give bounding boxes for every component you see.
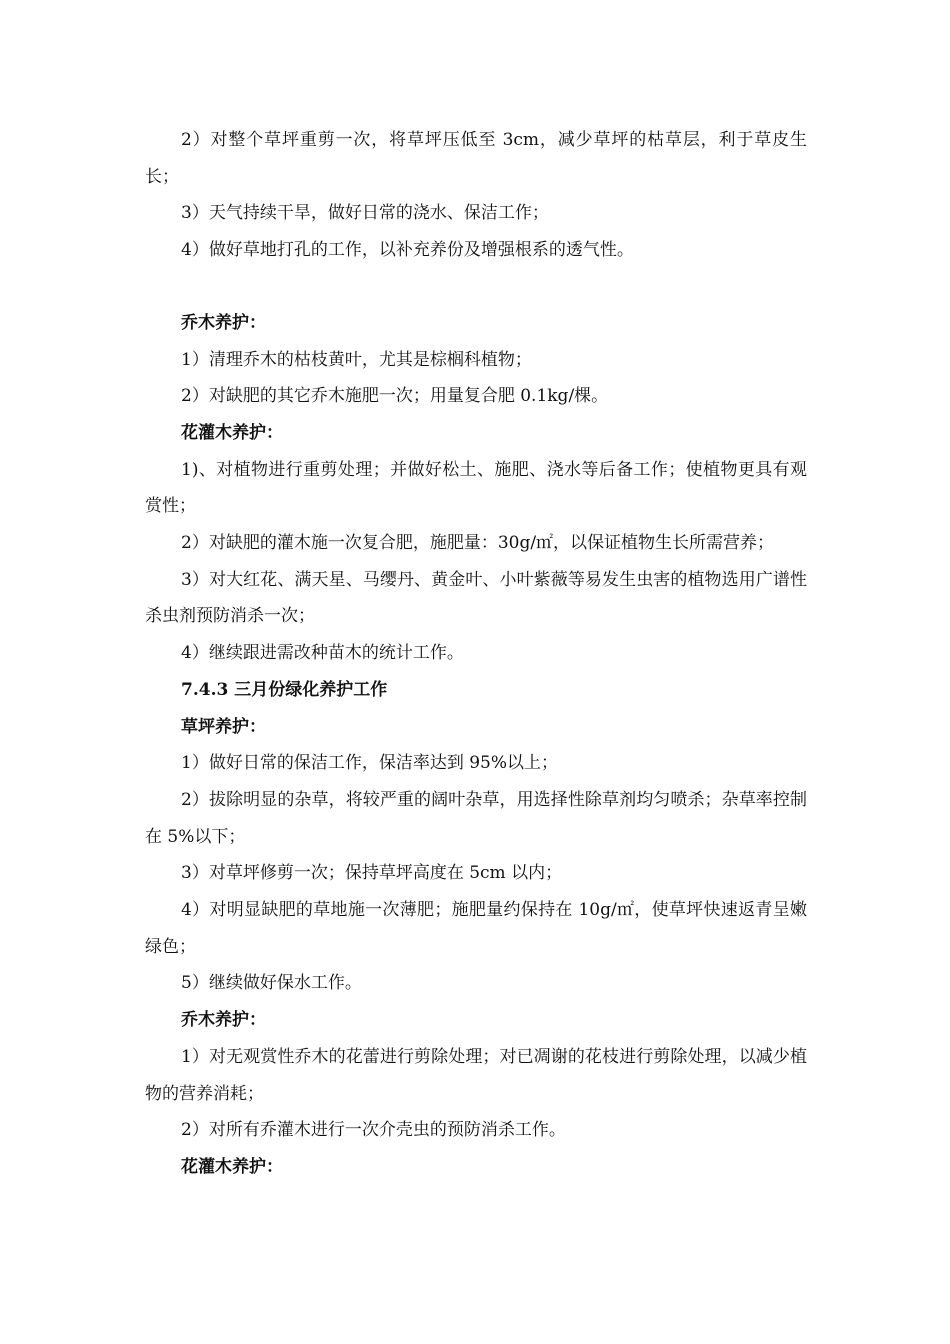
paragraph-lawn-mowing: 2）对整个草坪重剪一次，将草坪压低至 3cm，减少草坪的枯草层，利于草皮生长； (145, 130, 807, 187)
heading-shrub-care: 花灌木养护： (181, 422, 283, 443)
heading-tree-care: 乔木养护： (181, 312, 266, 333)
paragraph-cleaning-rate: 1）做好日常的保洁工作，保洁率达到 95%以上； (181, 753, 559, 774)
paragraph-shrub-pruning: 1)、对植物进行重剪处理；并做好松土、施肥、浇水等后备工作；使植物更具有观赏性； (145, 459, 807, 517)
paragraph-spacer (145, 269, 807, 305)
heading-shrub-care-march: 花灌木养护： (181, 1156, 283, 1177)
paragraph-tree-cleanup: 1）清理乔木的枯枝黄叶，尤其是棕榈科植物； (181, 349, 532, 370)
paragraph-drought-watering: 3）天气持续干旱，做好日常的浇水、保洁工作； (181, 203, 549, 224)
paragraph-lawn-aeration: 4）做好草地打孔的工作，以补充养份及增强根系的透气性。 (181, 240, 634, 261)
paragraph-mowing-height: 3）对草坪修剪一次；保持草坪高度在 5cm 以内； (181, 863, 563, 884)
paragraph-weeding: 2）拔除明显的杂草，将较严重的阔叶杂草，用选择性除草剂均匀喷杀；杂草率控制在 5%以下； (145, 789, 807, 847)
heading-lawn-care: 草坪养护： (181, 716, 266, 737)
paragraph-water-retention: 5）继续做好保水工作。 (181, 973, 362, 994)
paragraph-bud-removal: 1）对无观赏性乔木的花蕾进行剪除处理；对已凋谢的花枝进行剪除处理，以减少植物的营养消耗； (145, 1046, 807, 1104)
paragraph-light-fertilize: 4）对明显缺肥的草地施一次薄肥；施肥量约保持在 10g/㎡，使草坪快速返青呈嫩绿色； (145, 900, 807, 957)
heading-tree-care-march: 乔木养护： (181, 1010, 266, 1031)
paragraph-pest-control: 3）对大红花、满天星、马缨丹、黄金叶、小叶紫薇等易发生虫害的植物选用广谱性杀虫剂预防消杀一次； (145, 569, 807, 627)
paragraph-shrub-fertilize: 2）对缺肥的灌木施一次复合肥，施肥量：30g/㎡，以保证植物生长所需营养； (181, 533, 775, 554)
section-heading-march: 7.4.3 三月份绿化养护工作 (181, 679, 388, 700)
paragraph-tree-fertilize: 2）对缺肥的其它乔木施肥一次；用量复合肥 0.1kg/棵。 (181, 386, 609, 407)
paragraph-replanting-stats: 4）继续跟进需改种苗木的统计工作。 (181, 643, 464, 664)
paragraph-scale-insect: 2）对所有乔灌木进行一次介壳虫的预防消杀工作。 (181, 1120, 566, 1141)
document-body (145, 122, 807, 1186)
